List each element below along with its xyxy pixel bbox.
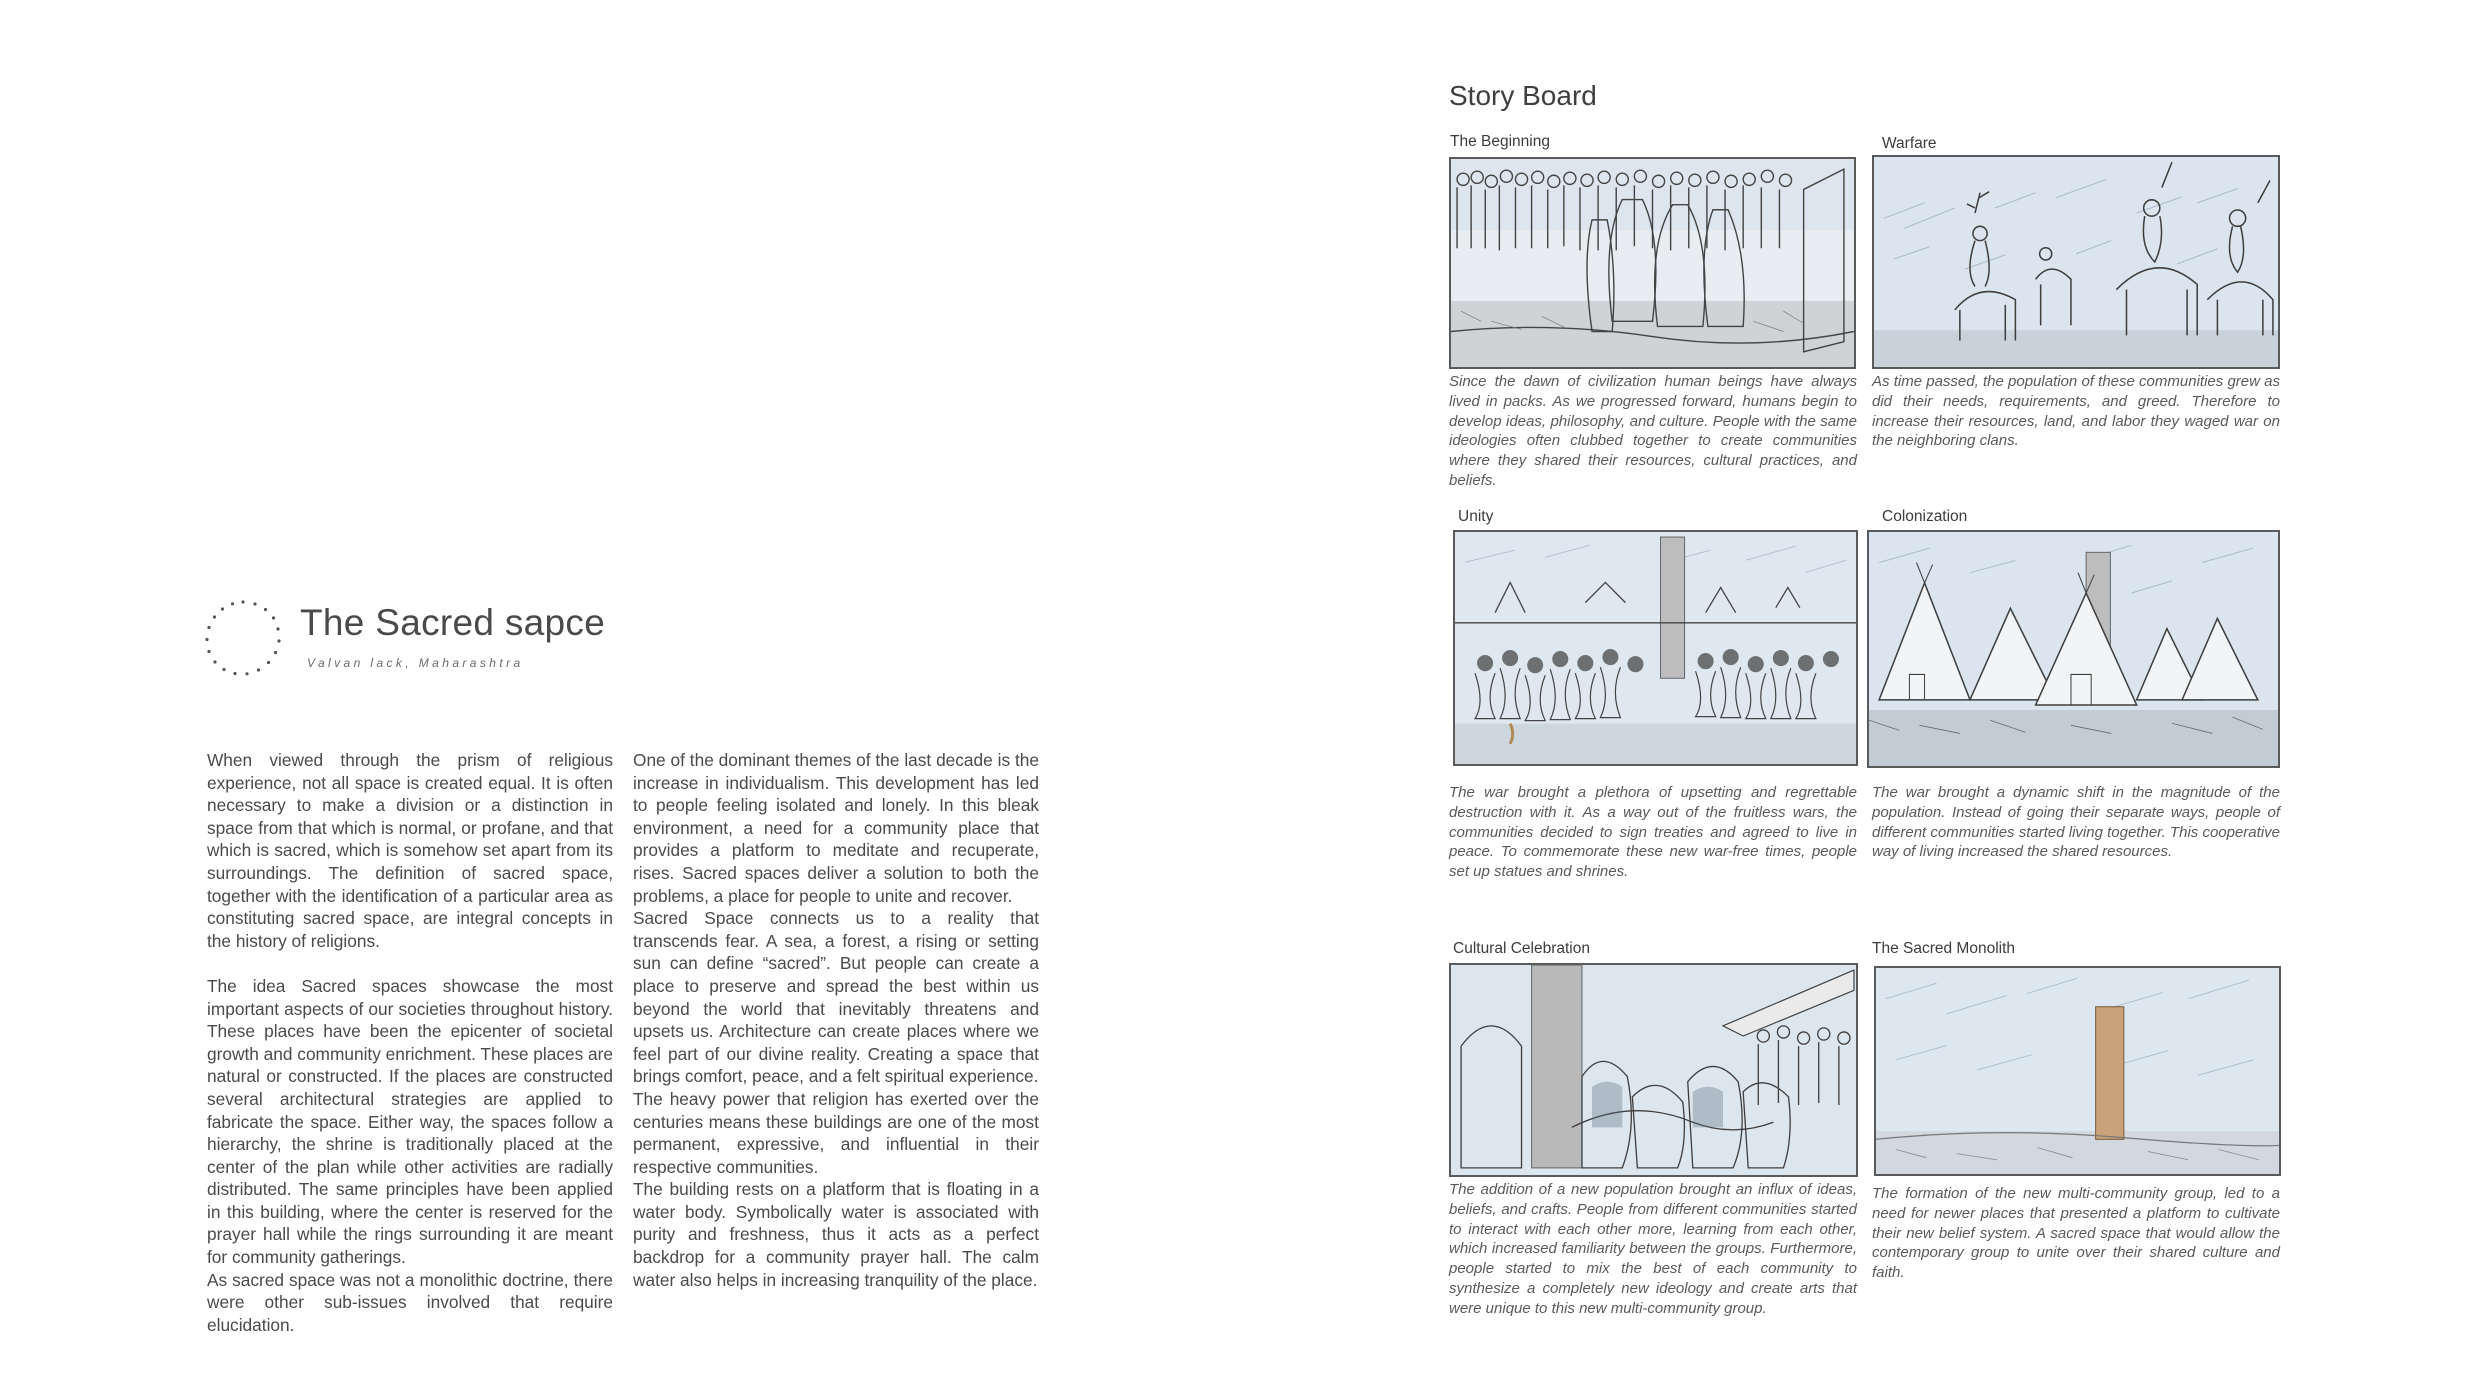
storyboard-title: Story Board (1449, 80, 1597, 111)
paragraph: Sacred Space connects us to a reality that transcends fear. A sea, a forest, a rising or setting sun can define “sacred”. But people can create a place to preserve and spread the best within us beyond the world that inevitably threatens and upsets us. Architecture can create places where we feel part of our divine reality. Creating a space that brings comfort, peace, and a felt spiritual experience. (633, 908, 1039, 1087)
paragraph: The heavy power that religion has exerted over the centuries means these buildings are one of the most permanent, expressive, and influential in their respective communities. (633, 1088, 1039, 1177)
panel-label-sacred-monolith: The Sacred Monolith (1872, 940, 2016, 957)
paragraph: The building rests on a platform that is floating in a water body. Symbolically water is associated with purity and freshness, thus it acts as a perfect backdrop for a community prayer hall. The calm water also helps in increasing tranquility of the place. (633, 1179, 1039, 1290)
body-column-right (633, 749, 1039, 1291)
panel-image-cultural-celebration (1449, 963, 1858, 1177)
panel-image-warfare (1872, 155, 2280, 369)
paragraph: One of the dominant themes of the last decade is the increase in individualism. This development has led to people feeling isolated and lonely. In this bleak environment, a need for a community place that provides a platform to meditate and recuperate, rises. Sacred spaces deliver a solution to both the problems, a place for people to unite and recover. (633, 750, 1039, 906)
dotted-circle-logo (205, 600, 281, 676)
panel-caption-beginning: Since the dawn of civilization human beings have always lived in packs. As we progressed forward, humans begin to develop ideas, philosophy, and culture. People with the same ideologies often clubbed together to create communities where they shared their resources, cultural practices, and beliefs. (1449, 373, 1857, 489)
panel-caption-sacred-monolith: The formation of the new multi-community group, led to a need for newer places that presented a platform to cultivate their new belief system. A sacred space that would allow the contemporary group to unite over their shared culture and faith. (1872, 1185, 2280, 1282)
panel-image-beginning (1449, 157, 1856, 369)
panel-label-colonization: Colonization (1882, 508, 1968, 525)
page-subtitle: Valvan lack, Maharashtra (307, 656, 524, 670)
panel-image-colonization (1867, 530, 2280, 768)
page-title: The Sacred sapce (300, 602, 606, 643)
paragraph: As sacred space was not a monolithic doctrine, there were other sub-issues involved that require elucidation. (207, 1269, 613, 1335)
body-column-left (207, 749, 613, 1336)
panel-label-warfare: Warfare (1882, 135, 1937, 152)
panel-caption-cultural-celebration: The addition of a new population brought an influx of ideas, beliefs, and crafts. People from different communities started to interact with each other more, learning from each other, which increased familiarity between the groups. Furthermore, people started to mix the best of each community to synthesize a completely new ideology and create arts that were unique to this new multi-community group. (1449, 1181, 1857, 1317)
panel-caption-warfare: As time passed, the population of these communities grew as did their needs, requirements, and greed. Therefore to increase their resources, land, and labor they waged war on the neighboring clans. (1872, 373, 2280, 450)
panel-image-sacred-monolith (1874, 966, 2281, 1176)
panel-label-cultural-celebration: Cultural Celebration (1453, 940, 1590, 957)
panel-label-unity: Unity (1458, 508, 1494, 525)
paragraph: The idea Sacred spaces showcase the most important aspects of our societies throughout history. These places have been the epicenter of societal growth and community enrichment. These places are natural or constructed. If the places are constructed several architectural strategies are applied to fabricate the space. Either way, the spaces follow a hierarchy, the shrine is traditionally placed at the center of the plan while other activities are radially distributed. The same principles have been applied in this building, where the center is reserved for the prayer hall while the rings surrounding it are meant for community gatherings. (207, 975, 613, 1268)
panel-label-beginning: The Beginning (1450, 133, 1550, 150)
panel-caption-colonization: The war brought a dynamic shift in the magnitude of the population. Instead of going their separate ways, people of different communities started living together. This cooperative way of living increased the shared resources. (1872, 784, 2280, 861)
panel-caption-unity: The war brought a plethora of upsetting and regrettable destruction with it. As a way out of the fruitless wars, the communities decided to sign treaties and agreed to live in peace. To commemorate these new war-free times, people set up statues and shrines. (1449, 784, 1857, 881)
panel-image-unity (1453, 530, 1858, 766)
paragraph: When viewed through the prism of religious experience, not all space is created equal. It is often necessary to make a division or a distinction in space from that which is normal, or profane, and that which is sacred, which is somehow set apart from its surroundings. The definition of sacred space, together with the identification of a particular area as constituting sacred space, are integral concepts in the history of religions. (207, 750, 613, 951)
